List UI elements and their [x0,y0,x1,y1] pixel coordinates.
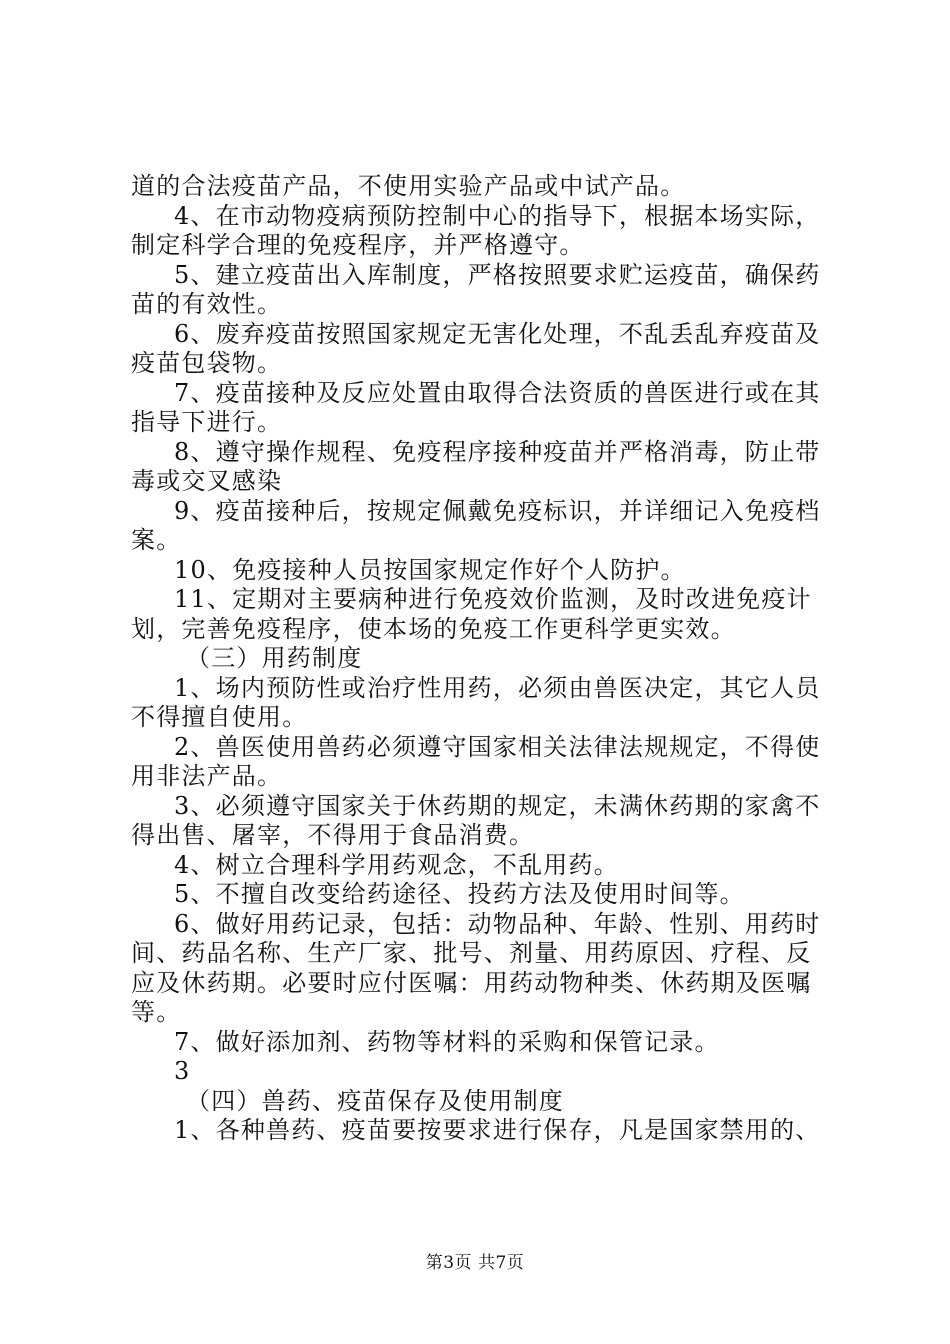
text-line: 划，完善免疫程序，使本场的免疫工作更科学更实效。 [131,614,736,643]
text-line: 4、在市动物疫病预防控制中心的指导下，根据本场实际， [174,201,821,230]
text-line: 4、树立合理科学用药观念，不乱用药。 [174,850,619,879]
text-line: 毒或交叉感染 [131,467,283,495]
text-line: 3 [174,1057,191,1085]
text-line: 得出售、屠宰，不得用于食品消费。 [131,821,535,849]
text-line: 指导下进行。 [131,408,283,436]
text-line: 1、场内预防性或治疗性用药，必须由兽医决定，其它人员 [174,673,821,702]
text-line: 5、建立疫苗出入库制度，严格按照要求贮运疫苗，确保药 [174,260,821,289]
text-line: 6、废弃疫苗按照国家规定无害化处理，不乱丢乱弃疫苗及 [174,319,821,348]
text-line: 1、各种兽药、疫苗要按要求进行保存，凡是国家禁用的、 [174,1116,821,1144]
text-line: 7、做好添加剂、药物等材料的采购和保管记录。 [174,1027,720,1056]
text-line: 8、遵守操作规程、免疫程序接种疫苗并严格消毒，防止带 [174,437,821,466]
page-footer: 第3页 共7页 [425,1253,525,1273]
text-line: 制定科学合理的免疫程序，并严格遵守。 [131,231,585,259]
text-line: 6、做好用药记录，包括：动物品种、年龄、性别、用药时 [174,909,821,938]
document-body [131,172,831,1146]
section-heading: （四）兽药、疫苗保存及使用制度 [186,1086,564,1115]
text-line: 苗的有效性。 [131,290,283,318]
text-line: 案。 [131,526,182,554]
text-line: 3、必须遵守国家关于休药期的规定，未满休药期的家禽不 [174,791,821,820]
text-line: 用非法产品。 [131,762,283,790]
text-line: 9、疫苗接种后，按规定佩戴免疫标识，并详细记入免疫档 [174,496,821,525]
text-line: 疫苗包袋物。 [131,349,283,377]
text-line: 2、兽医使用兽药必须遵守国家相关法律法规规定，不得使 [174,732,821,761]
text-line: 10、免疫接种人员按国家规定作好个人防护。 [174,555,686,584]
section-heading: （三）用药制度 [186,644,363,672]
text-line: 道的合法疫苗产品，不使用实验产品或中试产品。 [131,172,686,200]
text-line: 等。 [131,998,182,1026]
text-line: 7、疫苗接种及反应处置由取得合法资质的兽医进行或在其 [174,378,821,407]
text-line: 应及休药期。必要时应付医嘱：用药动物种类、休药期及医嘱 [131,968,812,997]
text-line: 11、定期对主要病种进行免疫效价监测，及时改进免疫计 [174,585,812,613]
text-line: 不得擅自使用。 [131,703,308,731]
text-line: 间、药品名称、生产厂家、批号、剂量、用药原因、疗程、反 [131,939,812,967]
text-line: 5、不擅自改变给药途径、投药方法及使用时间等。 [174,880,745,908]
